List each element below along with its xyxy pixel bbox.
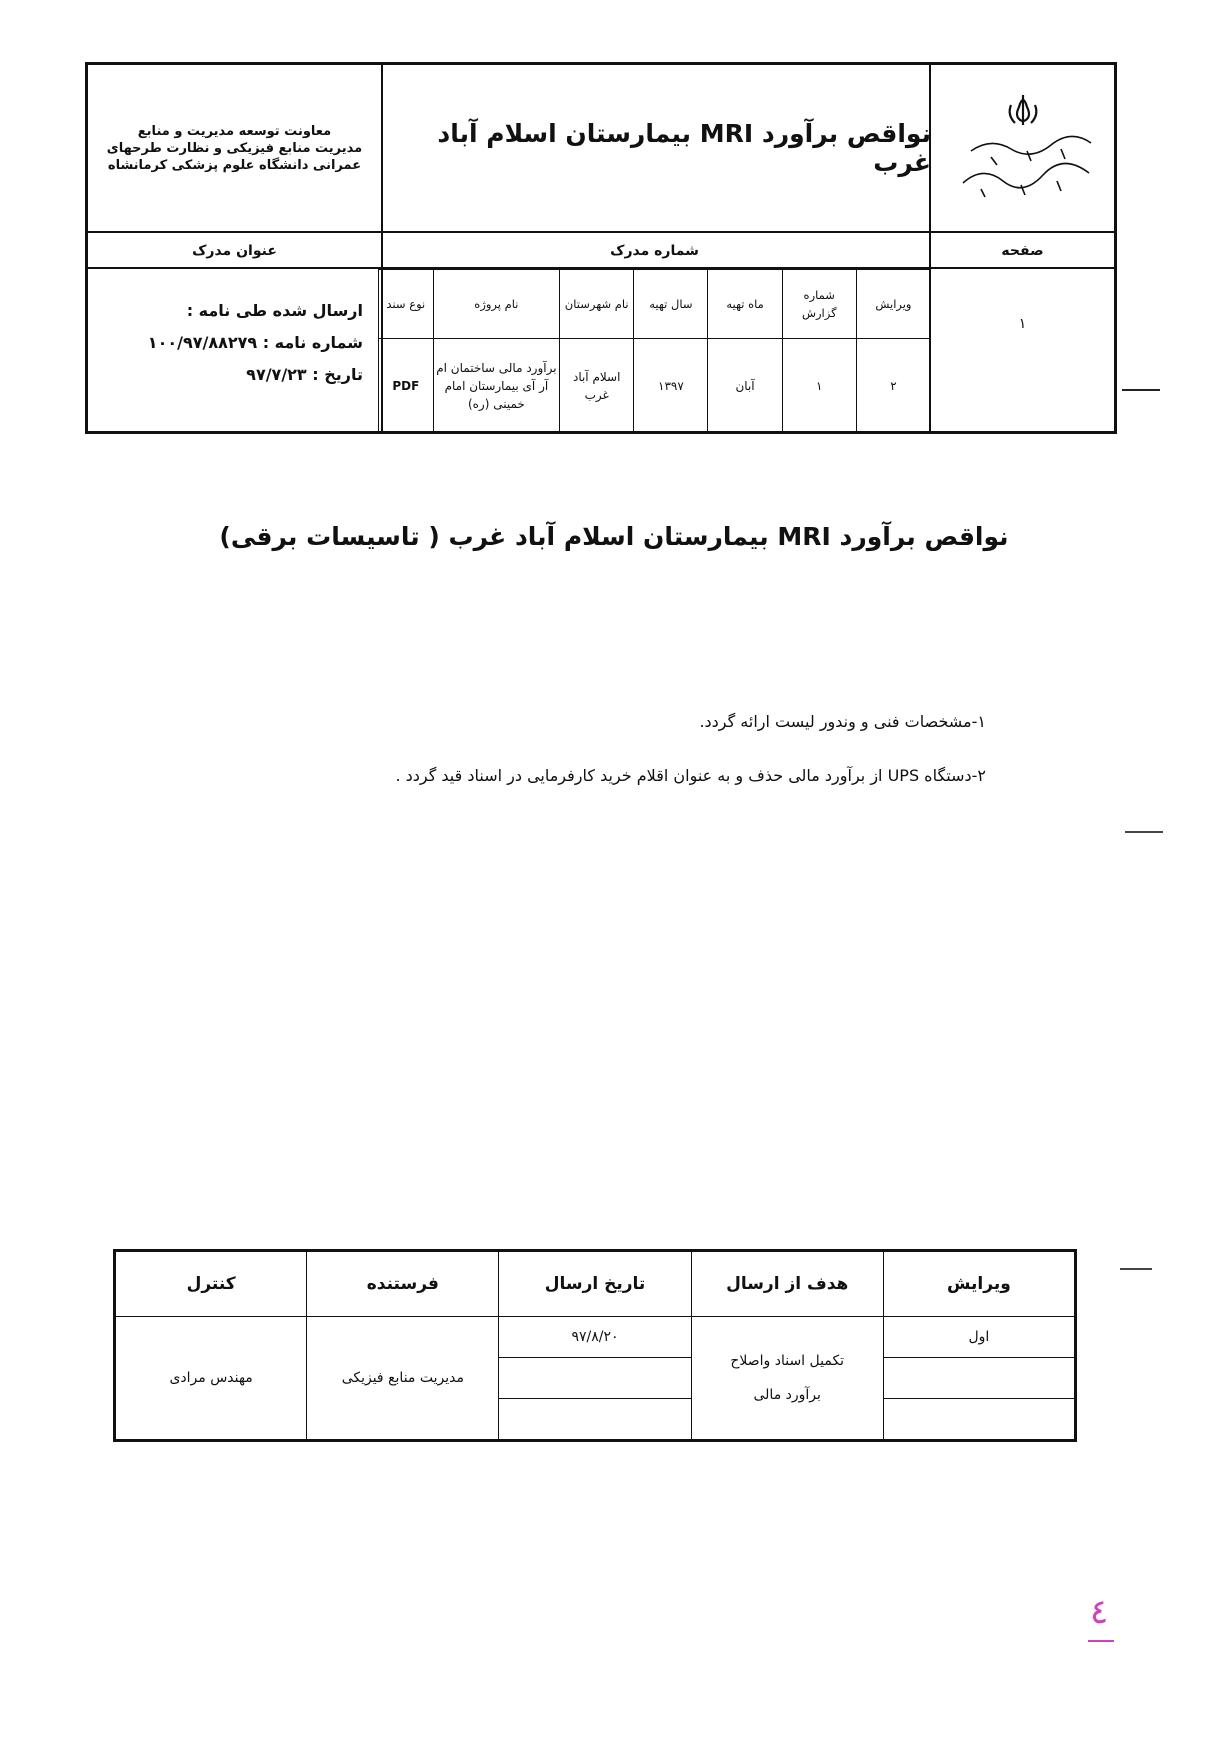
project-value: برآورد مالی ساختمان ام آر آی بیمارستان امام خمینی (ره) — [433, 339, 559, 434]
sender-cell: مدیریت منابع فیزیکی — [307, 1317, 499, 1441]
page-label: صفحه — [1001, 243, 1044, 259]
doc-title-label: عنوان مدرک — [192, 243, 277, 259]
org-line: مدیریت منابع فیزیکی و نظارت طرحهای — [106, 140, 363, 156]
org-line: معاونت توسعه مدیریت و منابع — [137, 123, 332, 139]
letter-date: تاریخ : ۹۷/۷/۲۳ — [246, 365, 363, 384]
city-value: اسلام آباد غرب — [560, 339, 634, 434]
ministry-logo — [931, 65, 1114, 231]
page-number: ۱ — [1018, 316, 1027, 332]
revision-cell: اول — [883, 1317, 1075, 1358]
purpose-cell: تکمیل اسناد واصلاح برآورد مالی — [691, 1317, 883, 1441]
revision-value: ۲ — [856, 339, 930, 434]
sent-via-label: ارسال شده طی نامه : — [186, 301, 363, 320]
month-value: آبان — [708, 339, 782, 434]
control-cell: مهندس مرادی — [115, 1317, 307, 1441]
header-divider — [88, 231, 1114, 233]
doc-type-value: PDF — [379, 339, 434, 434]
col-header-revision: ویرایش — [856, 270, 930, 339]
letter-info — [88, 269, 381, 434]
list-item: ۲-دستگاه UPS از برآورد مالی حذف و به عنوان اقلام خرید کارفرمایی در اسناد قید گردد . — [395, 766, 986, 785]
letter-number: شماره نامه : ۱۰۰/۹۷/۸۸۲۷۹ — [147, 333, 363, 352]
org-line: عمرانی دانشگاه علوم پزشکی کرمانشاه — [107, 157, 362, 173]
col-header-year: سال تهیه — [634, 270, 708, 339]
document-title: نواقص برآورد MRI بیمارستان اسلام آباد غرب ( تاسیسات برقی) — [219, 522, 1009, 551]
header-title: نواقص برآورد MRI بیمارستان اسلام آباد غرب — [437, 119, 931, 177]
report-number-value: ۱ — [782, 339, 856, 434]
send-date-cell: ۹۷/۸/۲۰ — [499, 1317, 691, 1358]
th-revision: ویرایش — [883, 1251, 1075, 1317]
organization-info — [88, 65, 381, 231]
handwritten-underline — [1088, 1640, 1114, 1642]
th-purpose: هدف از ارسال — [691, 1251, 883, 1317]
revision-cell-empty — [883, 1358, 1075, 1399]
doc-number-label: شماره مدرک — [610, 243, 699, 259]
document-header — [85, 62, 1117, 434]
col-header-project: نام پروژه — [433, 270, 559, 339]
transmittal-table — [113, 1249, 1077, 1429]
page-handwritten-number: ٤ — [1090, 1592, 1109, 1632]
doc-number-grid — [378, 269, 931, 434]
revision-cell-empty — [883, 1399, 1075, 1441]
margin-mark — [1122, 389, 1160, 391]
emblem-icon — [931, 65, 1114, 231]
send-date-cell-empty — [499, 1399, 691, 1441]
th-send-date: تاریخ ارسال — [499, 1251, 691, 1317]
col-header-month: ماه تهیه — [708, 270, 782, 339]
margin-mark — [1120, 1268, 1152, 1270]
header-title-cell — [378, 65, 931, 231]
send-date-cell-empty — [499, 1358, 691, 1399]
year-value: ۱۳۹۷ — [634, 339, 708, 434]
col-header-report-number: شماره گزارش — [782, 270, 856, 339]
margin-mark — [1125, 831, 1163, 833]
col-header-doc-type: نوع سند — [379, 270, 434, 339]
th-control: کنترل — [115, 1251, 307, 1317]
th-sender: فرستنده — [307, 1251, 499, 1317]
col-header-city: نام شهرستان — [560, 270, 634, 339]
list-item: ۱-مشخصات فنی و وندور لیست ارائه گردد. — [699, 712, 986, 731]
